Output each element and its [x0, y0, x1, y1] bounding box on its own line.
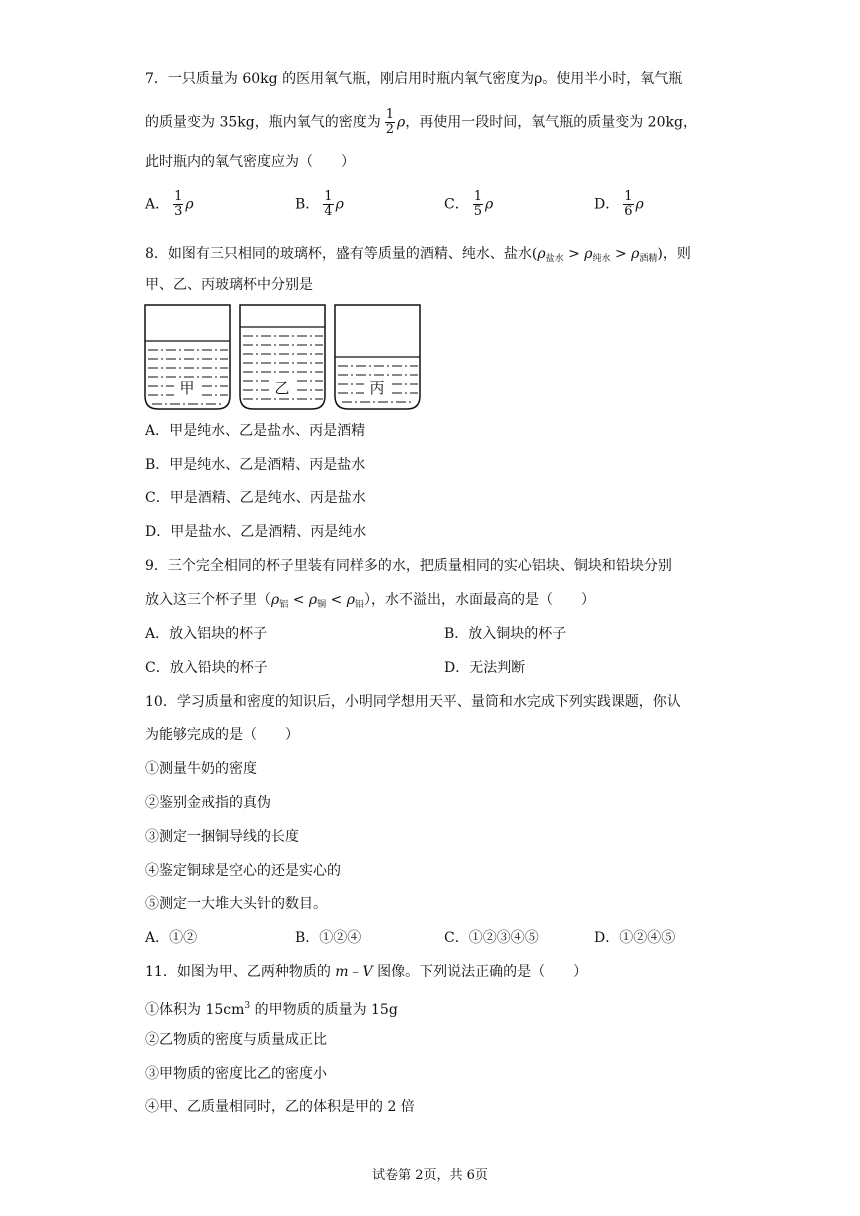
q10-item-1: ①测量牛奶的密度: [145, 761, 257, 777]
q8-text-b: )，则: [657, 246, 691, 262]
fraction-denominator: 4: [324, 204, 333, 219]
rho-symbol: ρ: [335, 196, 344, 213]
q10-option-d: D．①②④⑤: [594, 930, 676, 946]
superscript-3: 3: [244, 1001, 251, 1011]
q9-option-b: B．放入铜块的杯子: [444, 626, 567, 642]
q7-option-d: [594, 190, 644, 219]
q8-option-a: A．甲是纯水、乙是盐水、丙是酒精: [145, 423, 366, 439]
q10-item-2: ②鉴别金戒指的真伪: [145, 795, 271, 811]
q8-text-a: 8．如图有三只相同的玻璃杯，盛有等质量的酒精、纯水、盐水(: [145, 246, 538, 262]
q8-option-b: B．甲是纯水、乙是酒精、丙是盐水: [145, 457, 366, 473]
cup-jia-label: 甲: [179, 379, 195, 397]
q8-line2: 甲、乙、丙玻璃杯中分别是: [145, 277, 313, 293]
fraction-numerator: 1: [174, 189, 183, 204]
fraction-denominator: 5: [473, 204, 482, 219]
subscript-aluminum: 铝: [279, 600, 289, 610]
page-footer: 试卷第 2页，共 6页: [372, 1168, 488, 1183]
q11-item1-text-a: ①体积为 15cm: [145, 1002, 245, 1018]
rho-symbol: ρ: [485, 196, 494, 213]
q7-line2-text-a: 的质量变为 35kg，瓶内氧气的密度为: [145, 114, 381, 131]
rho-symbol: ρ: [185, 196, 194, 213]
q10-option-a: A．①②: [145, 930, 198, 946]
q9-line1: 9．三个完全相同的杯子里装有同样多的水，把质量相同的实心铝块、铜块和铅块分别: [145, 558, 672, 574]
q10-option-c: C．①②③④⑤: [444, 930, 539, 946]
rho-symbol: ρ: [635, 196, 644, 213]
q10-option-b: B．①②④: [295, 930, 362, 946]
q10-item-3: ③测定一捆铜导线的长度: [145, 829, 299, 845]
q7-line3: 此时瓶内的氧气密度应为（ ）: [145, 154, 355, 170]
option-fraction: [173, 190, 183, 219]
q7-option-a: [145, 190, 194, 219]
q11-text-a: 11．如图为甲、乙两种物质的: [145, 964, 336, 980]
mass-symbol: m: [335, 964, 349, 980]
q9-option-c: C．放入铅块的杯子: [145, 660, 268, 676]
q9-line2: [145, 590, 595, 615]
q9-text-b: ），水不溢出，水面最高的是（ ）: [364, 592, 596, 608]
rho-symbol: ρ: [584, 246, 593, 262]
q7-option-c: [444, 190, 493, 219]
q10-item-5: ⑤测定一大堆大头针的数目。: [145, 896, 327, 912]
fraction-numerator: 1: [473, 189, 482, 204]
q9-text-a: 放入这三个杯子里（: [145, 592, 271, 608]
less-than: <: [326, 592, 347, 608]
cup-jia-figure: [144, 304, 232, 412]
cup-bing-label: 丙: [369, 379, 385, 397]
rho-symbol: ρ: [308, 592, 318, 608]
q11-item-2: ②乙物质的密度与质量成正比: [145, 1032, 327, 1048]
q10-line2: 为能够完成的是（ ）: [145, 727, 299, 743]
q11-text-b: 图像。下列说法正确的是（ ）: [372, 964, 588, 980]
q7-line2-text-b: ，再使用一段时间，氧气瓶的质量变为 20kg，: [405, 114, 697, 131]
cup-yi-figure: [239, 304, 327, 412]
q9-option-d: D．无法判断: [444, 660, 526, 676]
option-fraction: [473, 190, 483, 219]
rho-symbol: ρ: [537, 246, 546, 262]
option-fraction: [323, 190, 333, 219]
fraction-denominator: 2: [385, 122, 394, 137]
q7-half-fraction: [385, 108, 395, 137]
option-label: A．: [145, 196, 170, 213]
rho-symbol: ρ: [397, 114, 406, 131]
q11-item-4: ④甲、乙质量相同时，乙的体积是甲的 2 倍: [145, 1099, 415, 1115]
cup-bing-figure: [334, 304, 422, 412]
fraction-numerator: 1: [624, 189, 633, 204]
greater-than: >: [563, 246, 585, 262]
dash: ﹣: [348, 964, 363, 980]
fraction-numerator: 1: [385, 107, 394, 122]
subscript-copper: 铜: [317, 600, 327, 610]
option-label: D．: [594, 196, 620, 213]
fraction-denominator: 3: [174, 204, 183, 219]
q11-item-3: ③甲物质的密度比乙的密度小: [145, 1066, 327, 1082]
subscript-pure-water: 纯水: [592, 254, 611, 264]
q8-option-c: C．甲是酒精、乙是纯水、丙是盐水: [145, 490, 366, 506]
cup-yi-label: 乙: [274, 379, 290, 397]
rho-symbol: ρ: [631, 246, 640, 262]
q9-option-a: A．放入铝块的杯子: [145, 626, 268, 642]
q11-line1: [145, 962, 587, 982]
q7-option-b: [295, 190, 344, 219]
q8-line1: [145, 244, 691, 269]
q10-line1: 10．学习质量和密度的知识后，小明同学想用天平、量筒和水完成下列实践课题，你认: [145, 694, 681, 710]
q8-option-d: D．甲是盐水、乙是酒精、丙是纯水: [145, 524, 367, 540]
subscript-salt-water: 盐水: [545, 254, 564, 264]
fraction-denominator: 6: [624, 204, 633, 219]
less-than: <: [288, 592, 309, 608]
q10-item-4: ④鉴定铜球是空心的还是实心的: [145, 863, 341, 879]
q7-line1: 7．一只质量为 60kg 的医用氧气瓶，刚启用时瓶内氧气密度为ρ。使用半小时，氧气瓶: [145, 71, 683, 87]
fraction-numerator: 1: [324, 189, 333, 204]
subscript-lead: 铅: [355, 600, 365, 610]
option-label: C．: [444, 196, 469, 213]
option-fraction: [623, 190, 633, 219]
rho-symbol: ρ: [346, 592, 356, 608]
volume-symbol: V: [362, 964, 373, 980]
q11-item1-text-b: 的甲物质的质量为 15g: [250, 1002, 398, 1018]
subscript-alcohol: 酒精: [639, 254, 658, 264]
q7-line2: [145, 108, 697, 137]
option-label: B．: [295, 196, 320, 213]
greater-than: >: [610, 246, 632, 262]
rho-symbol: ρ: [271, 592, 280, 608]
q11-item-1: [145, 996, 398, 1020]
